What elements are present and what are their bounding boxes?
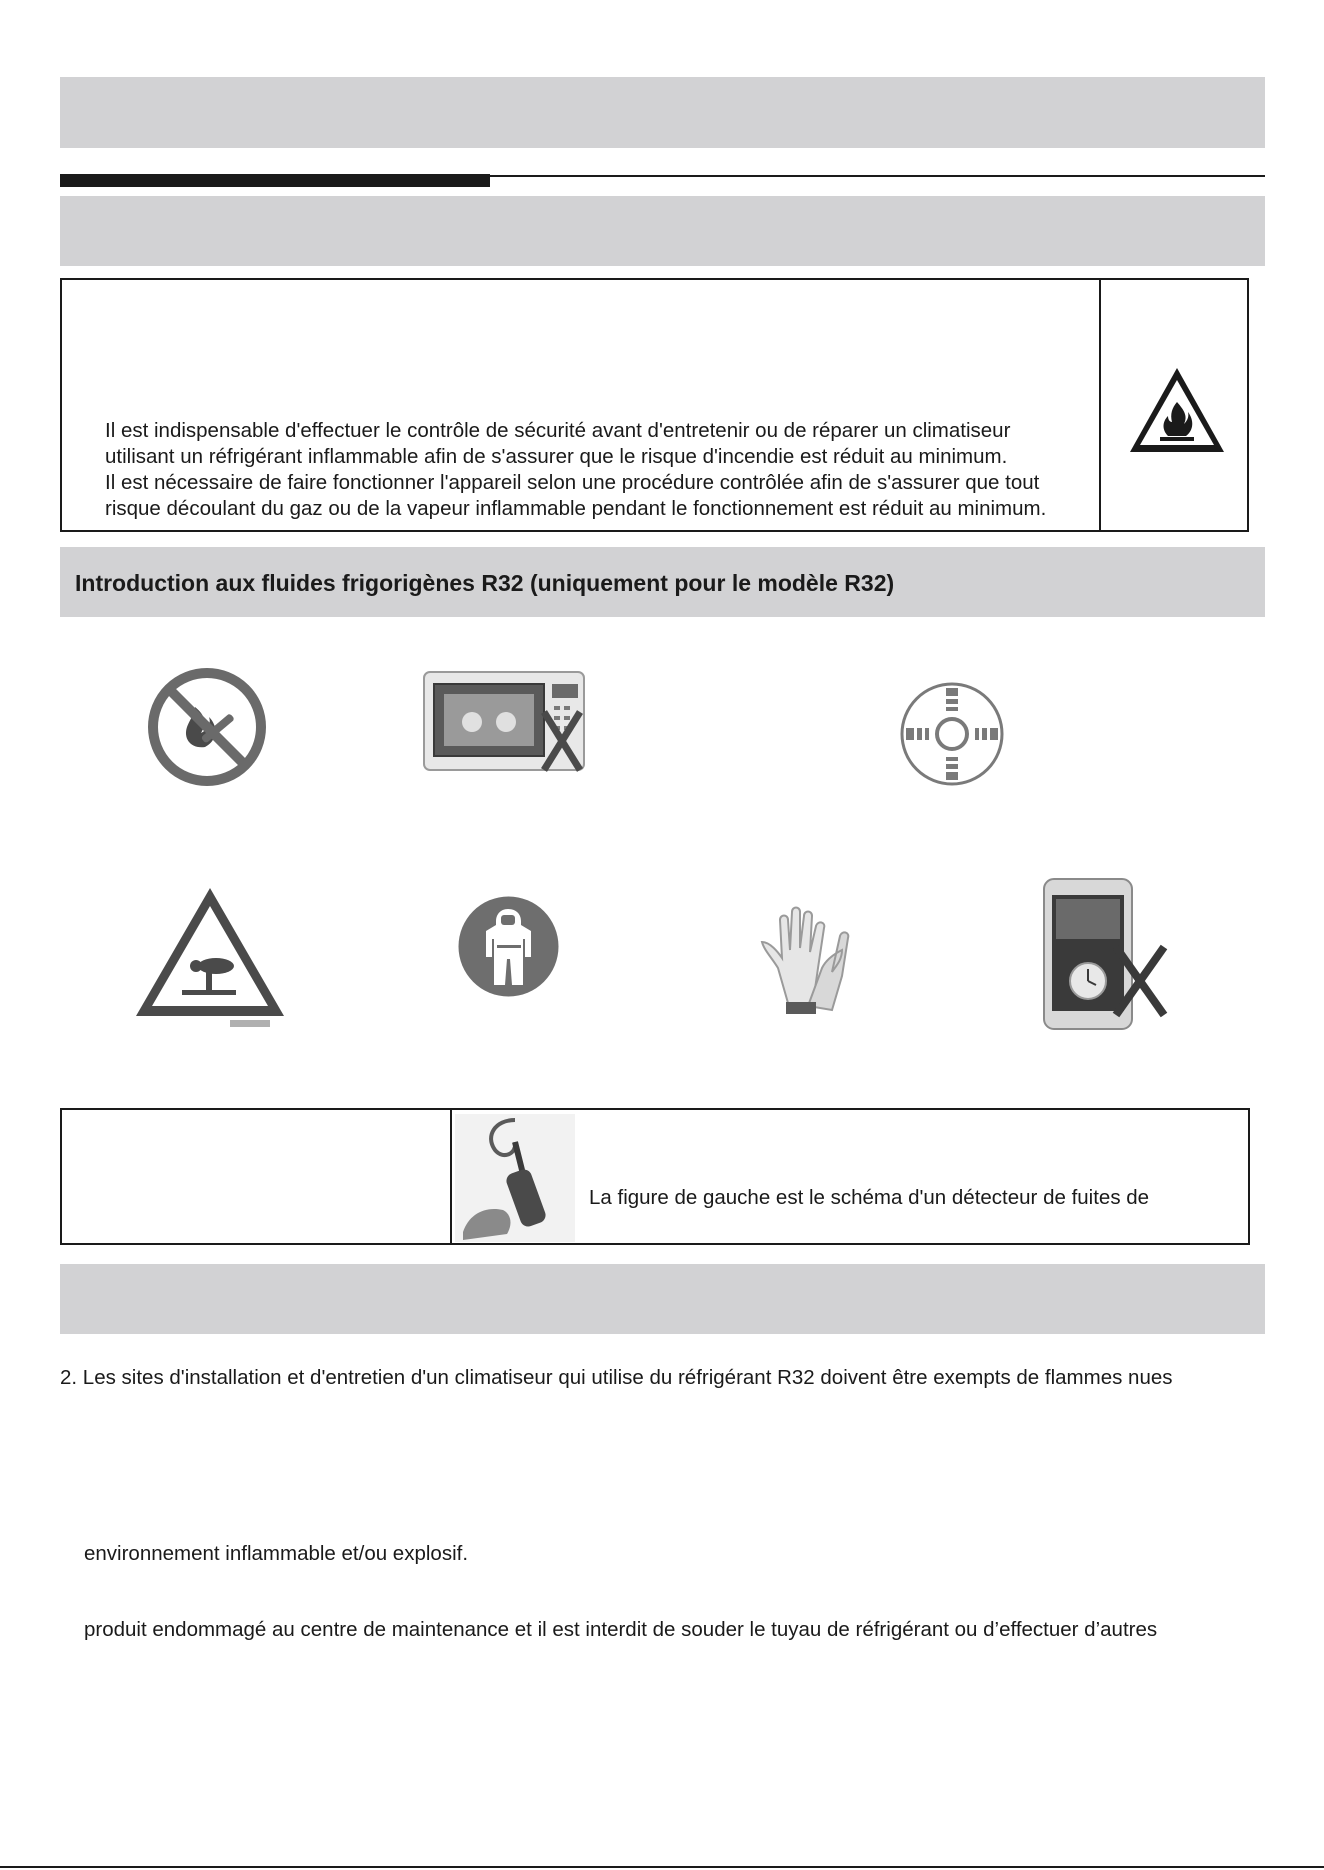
section-band: [60, 196, 1265, 266]
safety-notice-box: [60, 278, 1249, 532]
r32-intro-title: Introduction aux fluides frigorigènes R32 (uniquement pour le modèle R32): [75, 570, 895, 596]
mobile-phone-prohibited-icon: [1040, 875, 1170, 1033]
anti-static-warning-icon: [132, 884, 288, 1030]
leak-detector-divider: [450, 1110, 452, 1243]
install-section-band: [60, 1264, 1265, 1334]
install-line-environment: environnement inflammable et/ou explosif.: [84, 1542, 469, 1565]
leak-detector-image: [455, 1114, 575, 1242]
safety-line: Il est nécessaire de faire fonctionner l'appareil selon une procédure contrôlée afin de s'assurer que tout: [105, 471, 1040, 494]
safety-line: utilisant un réfrigérant inflammable afin de s'assurer que le risque d'incendie est réduit au minimum.: [105, 445, 1008, 468]
install-line-damaged-product: produit endommagé au centre de maintenance et il est interdit de souder le tuyau de réfrigérant ou d’effectuer d’autres: [84, 1618, 1158, 1641]
leak-detector-box: [60, 1108, 1250, 1245]
ventilation-fan-icon: [898, 680, 1006, 788]
protective-gloves-icon: [750, 898, 858, 1016]
flammable-warning-icon: [1126, 364, 1228, 456]
safety-line: Il est indispensable d'effectuer le contrôle de sécurité avant d'entretenir ou de réparer un climatiseur: [105, 419, 1011, 442]
leak-detector-description: La figure de gauche est le schéma d'un détecteur de fuites de: [589, 1186, 1150, 1209]
header-band: [60, 77, 1265, 148]
section-rule-thin: [490, 175, 1265, 177]
no-open-flame-icon: [147, 667, 267, 787]
r32-intro-band: [60, 547, 1265, 617]
safety-notice-divider: [1099, 280, 1101, 530]
microwave-prohibited-icon: [420, 666, 588, 778]
section-rule-thick: [60, 174, 490, 187]
footer-rule: [0, 1866, 1324, 1868]
install-line-2: 2. Les sites d'installation et d'entretien d'un climatiseur qui utilise du réfrigérant R32 doivent être exempts de flammes nues: [60, 1366, 1173, 1389]
safety-notice-text: [105, 418, 1046, 522]
safety-line: risque découlant du gaz ou de la vapeur inflammable pendant le fonctionnement est réduit au minimum.: [105, 497, 1047, 520]
protective-clothing-icon: [457, 895, 560, 998]
